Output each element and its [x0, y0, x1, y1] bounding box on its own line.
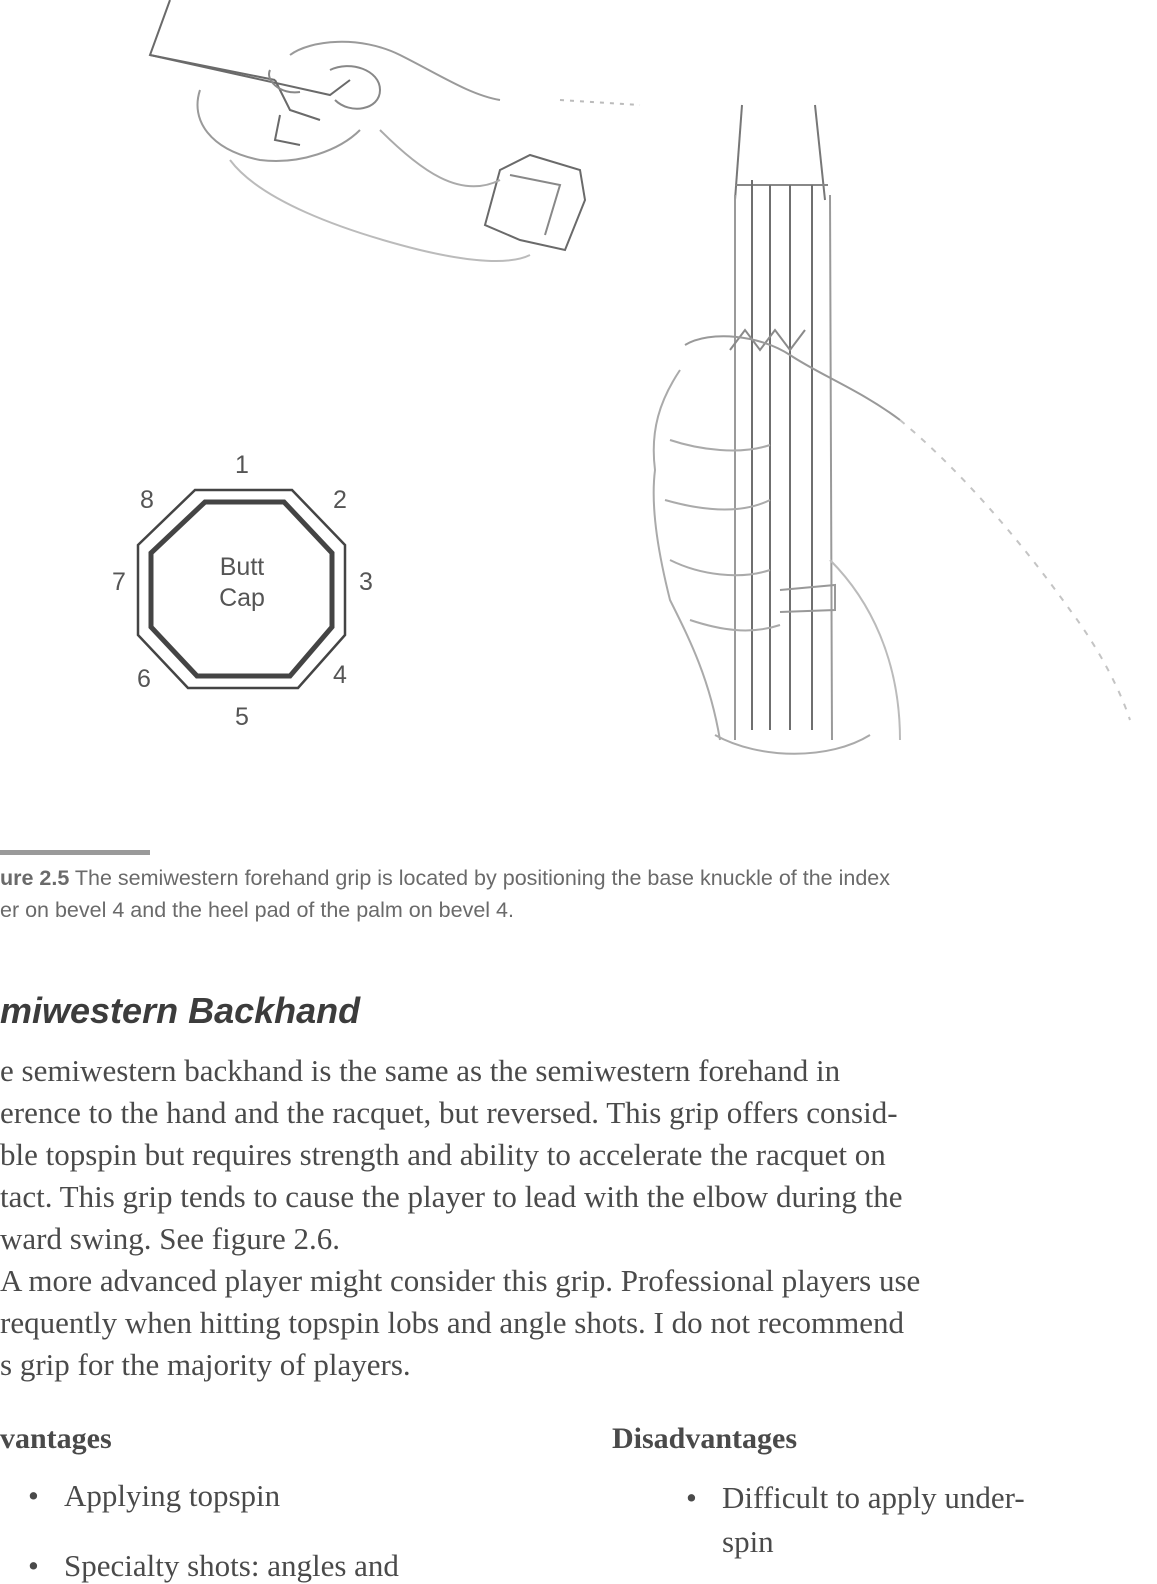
bevel-number: 3: [359, 568, 373, 596]
caption-text-line2: er on bevel 4 and the heel pad of the palm on bevel 4.: [0, 898, 514, 922]
bevel-number: 6: [137, 665, 151, 693]
caption-rule: [0, 850, 150, 855]
paragraph-line: erence to the hand and the racquet, but reversed. This grip offers consid-: [0, 1095, 898, 1130]
bevel-number: 1: [235, 451, 249, 479]
butt-cap-diagram: [112, 451, 373, 731]
butt-cap-label-line1: Butt: [219, 553, 265, 581]
paragraph-line: e semiwestern backhand is the same as the semiwestern forehand in: [0, 1053, 841, 1088]
bevel-number: 8: [140, 486, 154, 514]
disadvantages-heading: Disadvantages: [612, 1422, 798, 1455]
bevel-number: 2: [333, 486, 347, 514]
paragraph-line: ward swing. See figure 2.6.: [0, 1221, 341, 1256]
caption-text-line1: The semiwestern forehand grip is located by positioning the base knuckle of the index: [69, 866, 891, 890]
bevel-number: 7: [112, 568, 126, 596]
figure-number: ure 2.5: [0, 866, 70, 890]
bullet-icon: •: [686, 1480, 697, 1515]
bullet-icon: •: [28, 1478, 39, 1513]
upper-hand-drawing: [150, 0, 640, 261]
advantages-item: [28, 1548, 399, 1584]
advantages-heading: vantages: [0, 1422, 112, 1455]
disadvantages-item: [686, 1480, 1025, 1516]
paragraph-line: s grip for the majority of players.: [0, 1347, 411, 1382]
lower-hand-drawing: [654, 105, 1130, 754]
advantages-item-text: Specialty shots: angles and: [64, 1548, 399, 1583]
bevel-number: 5: [235, 703, 249, 731]
paragraph-line: A more advanced player might consider this grip. Professional players use: [0, 1263, 921, 1298]
advantages-item-text: Applying topspin: [64, 1478, 281, 1513]
bevel-number: 4: [333, 661, 347, 689]
butt-cap-label-line2: Cap: [219, 584, 265, 612]
disadvantages-item-text: Difficult to apply under-: [722, 1480, 1025, 1515]
disadvantages-item-continuation: spin: [722, 1524, 774, 1559]
section-heading: miwestern Backhand: [0, 990, 361, 1031]
paragraph-line: ble topspin but requires strength and ability to accelerate the racquet on: [0, 1137, 886, 1172]
advantages-item: [28, 1478, 280, 1514]
figure-caption: [0, 862, 1157, 926]
paragraph-line: requently when hitting topspin lobs and angle shots. I do not recommend: [0, 1305, 905, 1340]
bullet-icon: •: [28, 1548, 39, 1583]
paragraph-line: tact. This grip tends to cause the player to lead with the elbow during the: [0, 1179, 903, 1214]
